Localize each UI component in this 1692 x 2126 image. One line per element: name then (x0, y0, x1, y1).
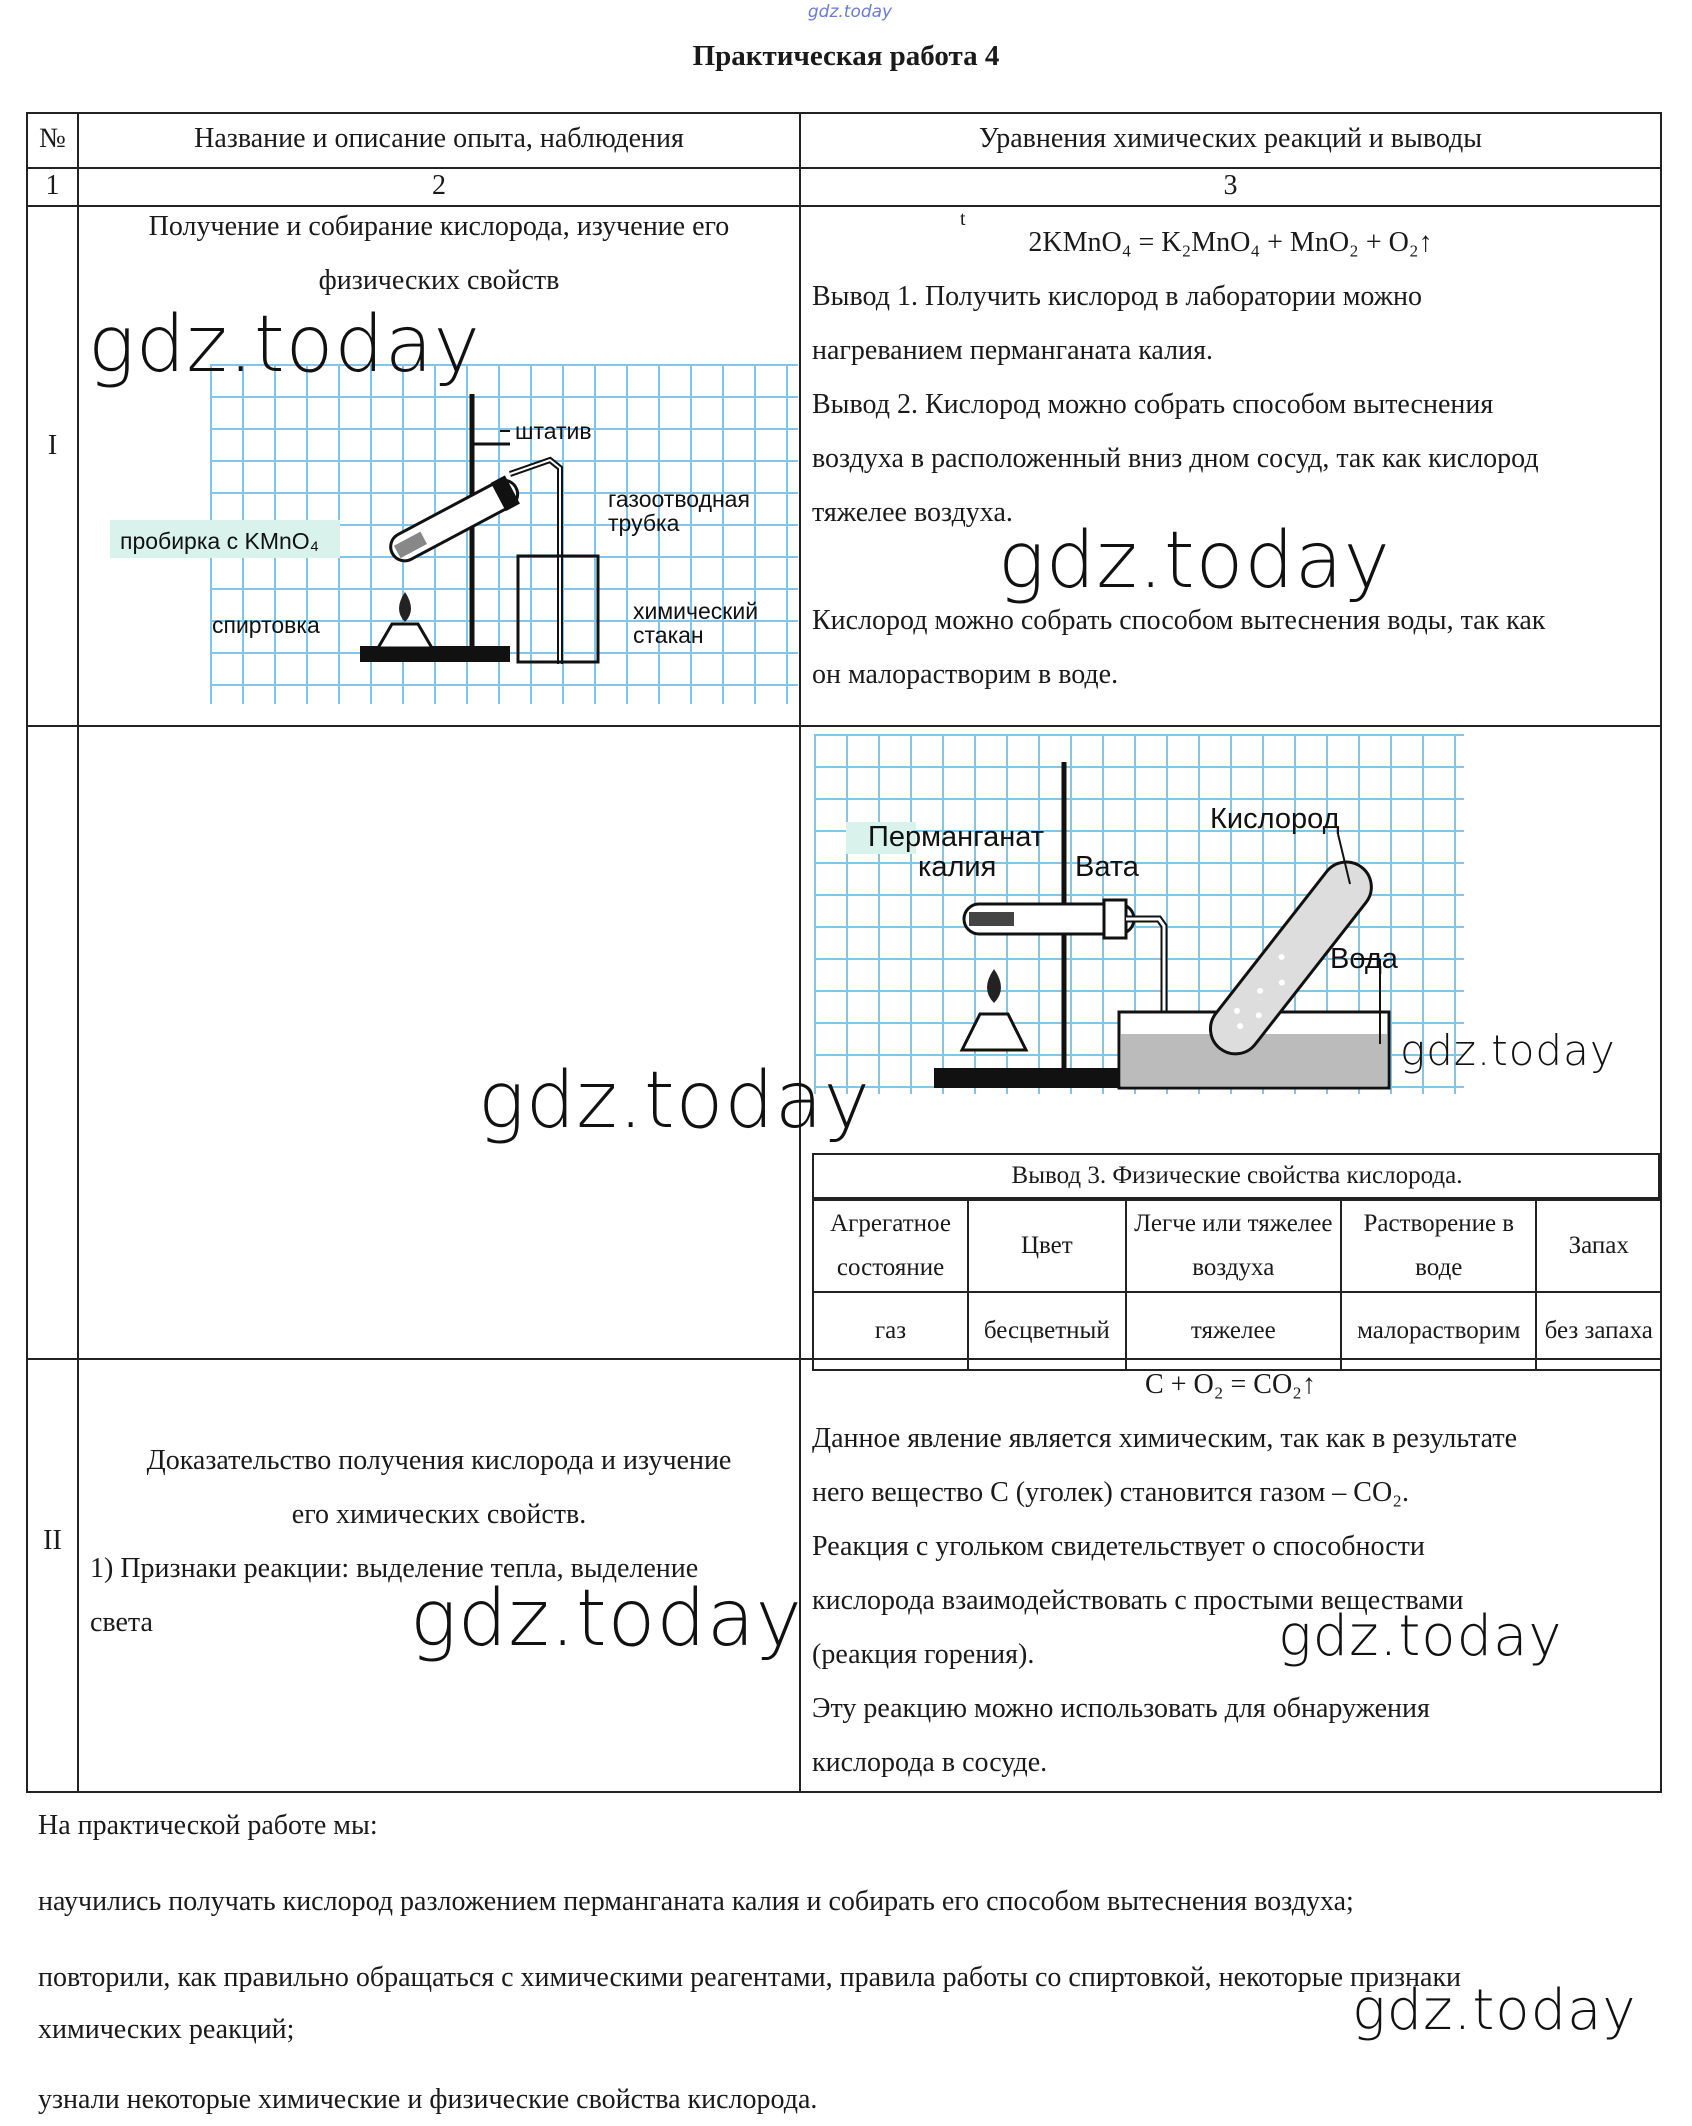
experiment-desc-2c: 1) Признаки реакции: выделение тепла, выделение (90, 1553, 699, 1584)
label-stand: штатив (515, 418, 592, 444)
label-test-tube: пробирка с KMnO₄ (120, 528, 320, 554)
watermark: gdz.today (1278, 1604, 1563, 1669)
index-1: 1 (45, 170, 60, 201)
label-cotton: Вата (1075, 851, 1139, 883)
summary-item-3: узнали некоторые химические и физические свойства кислорода. (38, 2084, 818, 2115)
watermark: gdz.today (1400, 1026, 1616, 1075)
experiment-title-1a: Получение и собирание кислорода, изучение его (148, 211, 730, 242)
row-number-1: I (47, 430, 58, 461)
summary-item-2b: химических реакций; (38, 2014, 295, 2045)
conclusion-3-title: Вывод 3. Физические свойства кислорода. (1011, 1162, 1463, 1189)
label-gas-tube-2: трубка (608, 510, 680, 536)
site-logo: gdz.today (807, 2, 893, 22)
prop-header-color: Цвет (968, 1200, 1125, 1292)
summary-item-1: научились получать кислород разложением перманганата калия и собирать его способом вытеснения воздуха; (38, 1886, 1354, 1917)
prop-header-smell: Запах (1536, 1200, 1661, 1292)
prop-value-solubility: малорастворим (1341, 1292, 1536, 1370)
label-water: Вода (1330, 943, 1398, 975)
label-spirit-lamp: спиртовка (212, 612, 320, 638)
conclusions-2: Данное явление является химическим, так как в результате него вещество С (уголек) становится газом – CO₂. Реакция с угольком свидетельствует о способности кислорода взаимодействовать с простыми веществами (реакция горения). Эту реакцию можно использовать для обнаружения кислорода в сосуде. (812, 1423, 1517, 1778)
label-permanganate-2: калия (918, 851, 997, 883)
prop-header-state: Агрегатное состояние (813, 1200, 968, 1292)
conclusions-1: Вывод 1. Получить кислород в лаборатории можно нагреванием перманганата калия. Вывод 2. Кислород можно собрать способом вытеснения воздуха в расположенный вниз дном сосуд, так как кислород тяжелее воздуха. Кислород можно собрать способом вытеснения воды, так как он малорастворим в воде. (812, 281, 1546, 690)
page-title: Практическая работа 4 (692, 40, 1000, 72)
header-number: № (39, 123, 66, 154)
equation-2: C + O₂ = CO₂↑ (1145, 1369, 1316, 1400)
header-equations: Уравнения химических реакций и выводы (978, 123, 1483, 154)
prop-header-weight: Легче или тяжелее воздуха (1126, 1200, 1342, 1292)
summary-item-2: повторили, как правильно обращаться с химическими реагентами, правила работы со спиртовкой, некоторые признаки (38, 1962, 1462, 1993)
index-3: 3 (1223, 170, 1238, 201)
header-description: Название и описание опыта, наблюдения (194, 123, 684, 154)
watermark: gdz.today (998, 516, 1391, 606)
index-2: 2 (432, 170, 446, 201)
prop-header-solubility: Растворение в воде (1341, 1200, 1536, 1292)
experiment-desc-2d: света (90, 1607, 153, 1638)
equation-1: 2KMnO₄ = K₂MnO₄ + MnO₂ + O₂↑ (1028, 227, 1433, 258)
watermark: gdz.today (410, 1574, 803, 1664)
label-permanganate: Перманганат (868, 821, 1045, 853)
watermark: gdz.today (88, 300, 481, 390)
watermark: gdz.today (1352, 1978, 1637, 2043)
label-gas-tube: газоотводная (608, 486, 750, 512)
row-number-2: II (43, 1525, 62, 1556)
label-oxygen: Кислород (1210, 803, 1340, 835)
watermark: gdz.today (478, 1056, 871, 1146)
experiment-desc-2a: Доказательство получения кислорода и изучение (146, 1445, 732, 1476)
prop-value-color: бесцветный (968, 1292, 1125, 1370)
experiment-desc-2b: его химических свойств. (291, 1499, 587, 1530)
label-beaker-2: стакан (633, 622, 704, 648)
prop-value-weight: тяжелее (1126, 1292, 1342, 1370)
equation-condition: t (960, 208, 966, 230)
summary-intro: На практической работе мы: (38, 1810, 378, 1841)
label-beaker: химический (633, 598, 759, 624)
properties-table (812, 1199, 1662, 1371)
prop-value-state: газ (813, 1292, 968, 1370)
experiment-title-1b: физических свойств (318, 265, 560, 296)
prop-value-smell: без запаха (1536, 1292, 1661, 1370)
